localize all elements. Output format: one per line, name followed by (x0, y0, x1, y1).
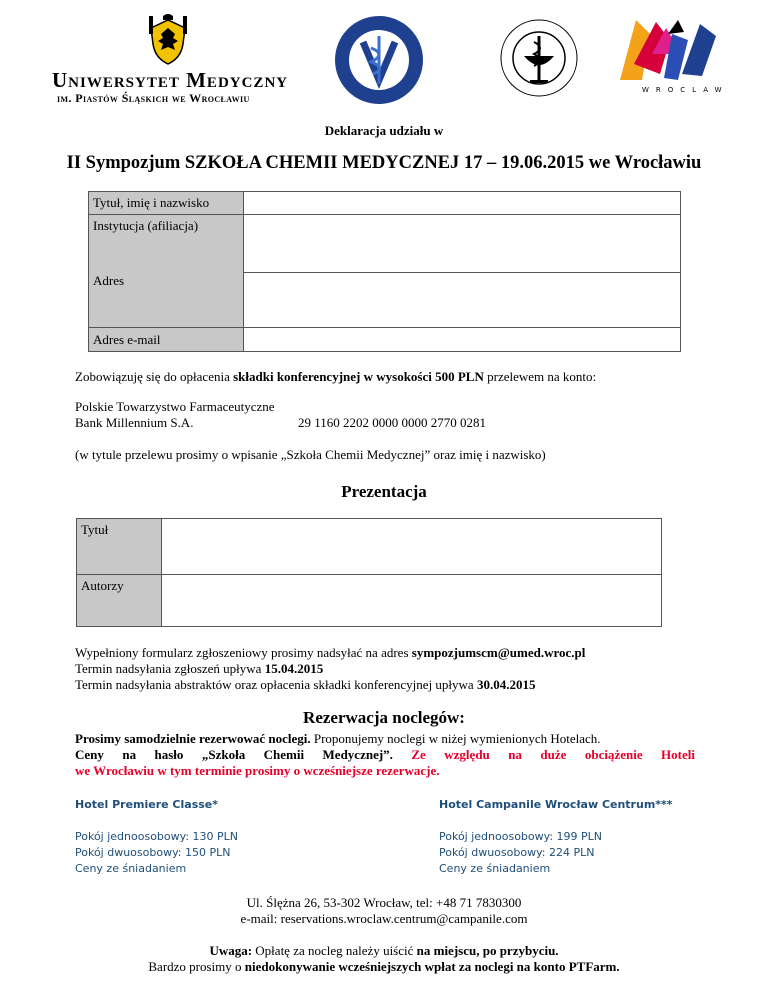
hotel-campanile-single: Pokój jednoosobowy: 199 PLN (439, 830, 603, 843)
event-title: II Sympozjum SZKOŁA CHEMII MEDYCZNEJ 17 – 19.06.2015 we Wrocławiu (66, 153, 702, 173)
note-text-1: Opłatę za nocleg należy uiścić (252, 943, 417, 958)
submission-line-1 (75, 645, 585, 661)
institution-address-label-cell (89, 215, 244, 328)
authors-label-cell (77, 575, 162, 627)
accommodation-line-3: we Wrocławiu w tym terminie prosimy o wcześniejsze rezerwacje. (75, 763, 440, 778)
participant-form-table (88, 191, 681, 352)
wroclaw-logo-text: WROCLAW (642, 86, 729, 94)
pharmaceutical-society-seal-logo (498, 8, 580, 108)
payment-note-line-1 (0, 943, 768, 959)
authors-input-cell[interactable] (162, 575, 662, 627)
hotel-premiere (75, 797, 238, 877)
hotel-premiere-breakfast: Ceny ze śniadaniem (75, 862, 187, 875)
email-label-cell (89, 328, 244, 352)
hotel-address: Ul. Ślężna 26, 53-302 Wrocław, tel: +48 71 7830300 (246, 895, 522, 910)
bank-name: Bank Millennium S.A. (75, 415, 194, 430)
note-label: Uwaga: (209, 943, 253, 958)
hotel-premiere-double: Pokój dwuosobowy: 150 PLN (75, 846, 231, 859)
institution-label: Instytucja (afiliacja) (93, 218, 199, 233)
submission-email-link[interactable]: sympozjumscm@umed.wroc.pl (411, 645, 586, 660)
title-label-cell (77, 519, 162, 575)
email-label: Adres e-mail (93, 331, 161, 347)
hotel-premiere-name: Hotel Premiere Classe* (75, 798, 219, 811)
address-label: Adres (93, 273, 125, 288)
accommodation-line-1 (75, 731, 601, 747)
name-input-cell[interactable] (244, 192, 681, 215)
fee-amount: składki konferencyjnej w wysokości 500 PLN (233, 369, 484, 384)
note-text-2: Bardzo prosimy o (148, 959, 245, 974)
address-input-cell[interactable] (244, 273, 681, 328)
accommodation-p1-bold: Prosimy samodzielnie rezerwować noclegi. (75, 731, 311, 746)
declaration-title: Deklaracja udziału w (324, 123, 444, 138)
presentation-title-label: Tytuł (81, 522, 109, 537)
abstract-deadline: 30.04.2015 (476, 677, 536, 692)
name-label: Tytuł, imię i nazwisko (93, 195, 210, 210)
presentation-heading: Prezentacja (341, 482, 427, 501)
university-subtitle: im. Piastów Śląskich we Wrocławiu (57, 91, 250, 105)
submission-line1-text: Wypełniony formularz zgłoszeniowy prosimy nadsyłać na adres (75, 645, 412, 660)
university-name: Uniwersytet Medyczny (52, 68, 289, 92)
institution-input-cell[interactable] (244, 215, 681, 273)
accommodation-p2-bold: Ceny na hasło „Szkoła Chemii Medycznej”. (75, 747, 393, 762)
hotel-campanile (439, 797, 673, 877)
accommodation-line-2 (75, 747, 695, 763)
bank-account: 29 1160 2202 0000 0000 2770 0281 (298, 415, 487, 430)
note-bold-2: niedokonywanie wcześniejszych wpłat za noclegi na konto PTFarm. (244, 959, 620, 974)
accommodation-p2-red: Ze względu na duże obciążenie Hoteli (392, 747, 695, 762)
accommodation-heading: Rezerwacja noclegów: (303, 708, 465, 727)
submission-line-2 (75, 661, 323, 677)
hotel-campanile-name: Hotel Campanile Wrocław Centrum*** (439, 798, 673, 811)
hotel-campanile-breakfast: Ceny ze śniadaniem (439, 862, 551, 875)
presentation-title-input-cell[interactable] (162, 519, 662, 575)
fee-statement (75, 369, 596, 385)
wroclaw-city-logo (612, 14, 729, 98)
fee-text-before: Zobowiązuję się do opłacenia (75, 369, 234, 384)
bank-org: Polskie Towarzystwo Farmaceutyczne (75, 399, 275, 414)
payment-note-line-2 (0, 959, 768, 975)
submission-deadline: 15.04.2015 (264, 661, 324, 676)
accommodation-p1-rest: Proponujemy noclegi w niżej wymienionych Hotelach. (310, 731, 601, 746)
faculty-seal-logo (333, 14, 425, 106)
note-bold-1: na miejscu, po przybyciu. (416, 943, 559, 958)
email-input-cell[interactable] (244, 328, 681, 352)
presentation-form-table (76, 518, 662, 627)
submission-line2-text: Termin nadsyłania zgłoszeń upływa (75, 661, 265, 676)
submission-line-3 (75, 677, 535, 693)
authors-label: Autorzy (81, 578, 124, 593)
hotel-premiere-single: Pokój jednoosobowy: 130 PLN (75, 830, 239, 843)
submission-line3-text: Termin nadsyłania abstraktów oraz opłacenia składki konferencyjnej upływa (75, 677, 477, 692)
name-label-cell (89, 192, 244, 215)
fee-text-after: przelewem na konto: (483, 369, 597, 384)
university-crest-logo (143, 14, 193, 66)
transfer-note: (w tytule przelewu prosimy o wpisanie „Szkoła Chemii Medycznej” oraz imię i nazwisko) (75, 447, 546, 462)
hotel-campanile-double: Pokój dwuosobowy: 224 PLN (439, 846, 595, 859)
hotel-email: e-mail: reservations.wroclaw.centrum@campanile.com (240, 911, 528, 926)
